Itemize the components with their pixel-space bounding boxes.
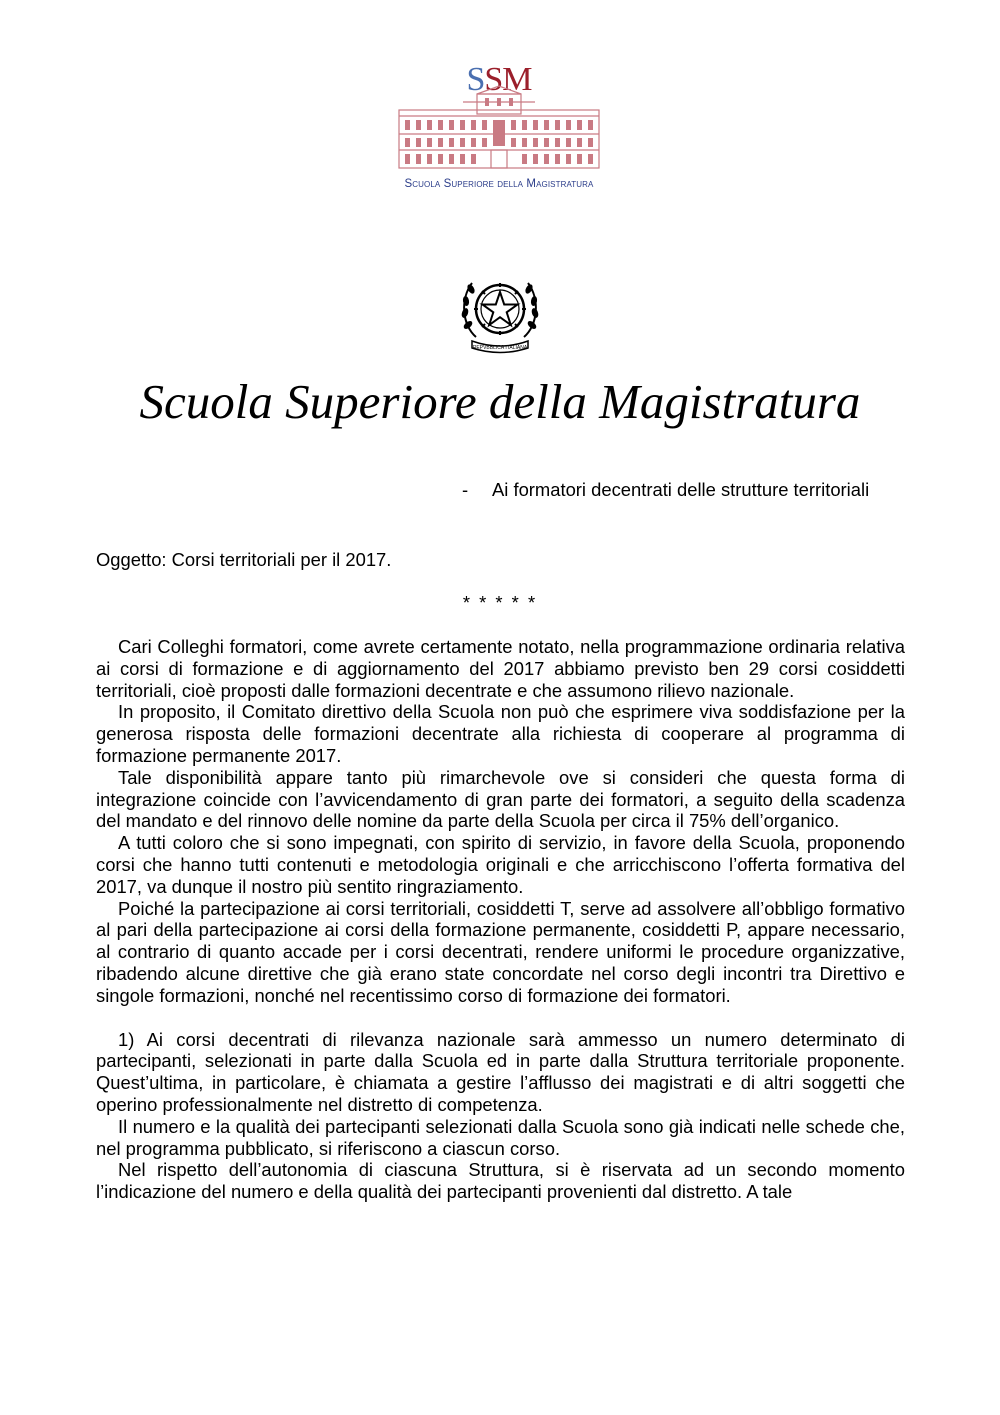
letter-body: [96, 636, 905, 1203]
paragraph: Poiché la partecipazione ai corsi territoriali, cosiddetti T, serve ad assolvere all’obbligo formativo al pari della partecipazione ai corsi della formazione permanente, cosiddetti P, appare necessario, al contrario di quanto accade per i corsi decentrati, rendere uniformi le procedure organizzative, ribadendo alcune direttive che già erano state concordate nel corso degli incontri tra Direttivo e singole formazioni, nonché nel recentissimo corso di formazione dei formatori.: [96, 897, 905, 1006]
palazzo-logo-image: [393, 58, 605, 176]
recipient-dash: -: [462, 479, 469, 500]
paragraph: Tale disponibilità appare tanto più rimarchevole ove si consideri che questa forma di integrazione coincide con l’avvicendamento di gran parte dei formatori, a seguito della scadenza del mandato e del rinnovo delle nomine da parte della Scuola per circa il 75% dell’organico.: [96, 766, 905, 832]
svg-text:SSM: SSM: [466, 61, 532, 98]
separator: * * * * *: [462, 592, 538, 613]
paragraph: A tutti coloro che si sono impegnati, con spirito di servizio, in favore della Scuola, proponendo corsi che hanno tutti contenuti e metodologia originali e che arricchiscono l’offerta formativa del 2017, va dunque il nostro più sentito ringraziamento.: [96, 832, 905, 897]
page-title: Scuola Superiore della Magistratura: [139, 374, 861, 429]
logo-caption: Scuola Superiore della Magistratura: [404, 178, 594, 190]
svg-text:REPVBBLICA ITALIANA: REPVBBLICA ITALIANA: [472, 345, 528, 351]
italian-republic-emblem-icon: [458, 265, 542, 357]
recipient-text: Ai formatori decentrati delle strutture territoriali: [492, 479, 870, 500]
recipient-line: [462, 478, 869, 502]
paragraph-numbered: 1) Ai corsi decentrati di rilevanza nazionale sarà ammesso un numero determinato di partecipanti, selezionati in parte dalla Scuola ed in parte dalla Struttura territoriale proponente. Quest’ultima, in particolare, è chiamata a gestire l’afflusso dei magistrati e di altri soggetti che operino professionalmente nel distretto di competenza.: [96, 1028, 905, 1115]
paragraph: Nel rispetto dell’autonomia di ciascuna Struttura, si è riservata ad un secondo momento l’indicazione del numero e della qualità dei partecipanti provenienti dal distretto. A tale: [96, 1159, 905, 1203]
subject-line: Oggetto: Corsi territoriali per il 2017.: [96, 549, 392, 570]
paragraph: Il numero e la qualità dei partecipanti selezionati dalla Scuola sono già indicati nelle schede che, nel programma pubblicato, si riferiscono a ciascun corso.: [96, 1115, 905, 1159]
paragraph: Cari Colleghi formatori, come avrete certamente notato, nella programmazione ordinaria relativa ai corsi di formazione e di aggiornamento del 2017 abbiamo previsto ben 29 corsi cosiddetti territoriali, cioè proposti dalle formazioni decentrate e che assumono rilievo nazionale.: [96, 636, 905, 701]
ssm-logo: [393, 58, 605, 200]
paragraph: In proposito, il Comitato direttivo della Scuola non può che esprimere viva soddisfazione per la generosa risposta delle formazioni decentrate alla richiesta di cooperare al programma di formazione permanente 2017.: [96, 701, 905, 766]
